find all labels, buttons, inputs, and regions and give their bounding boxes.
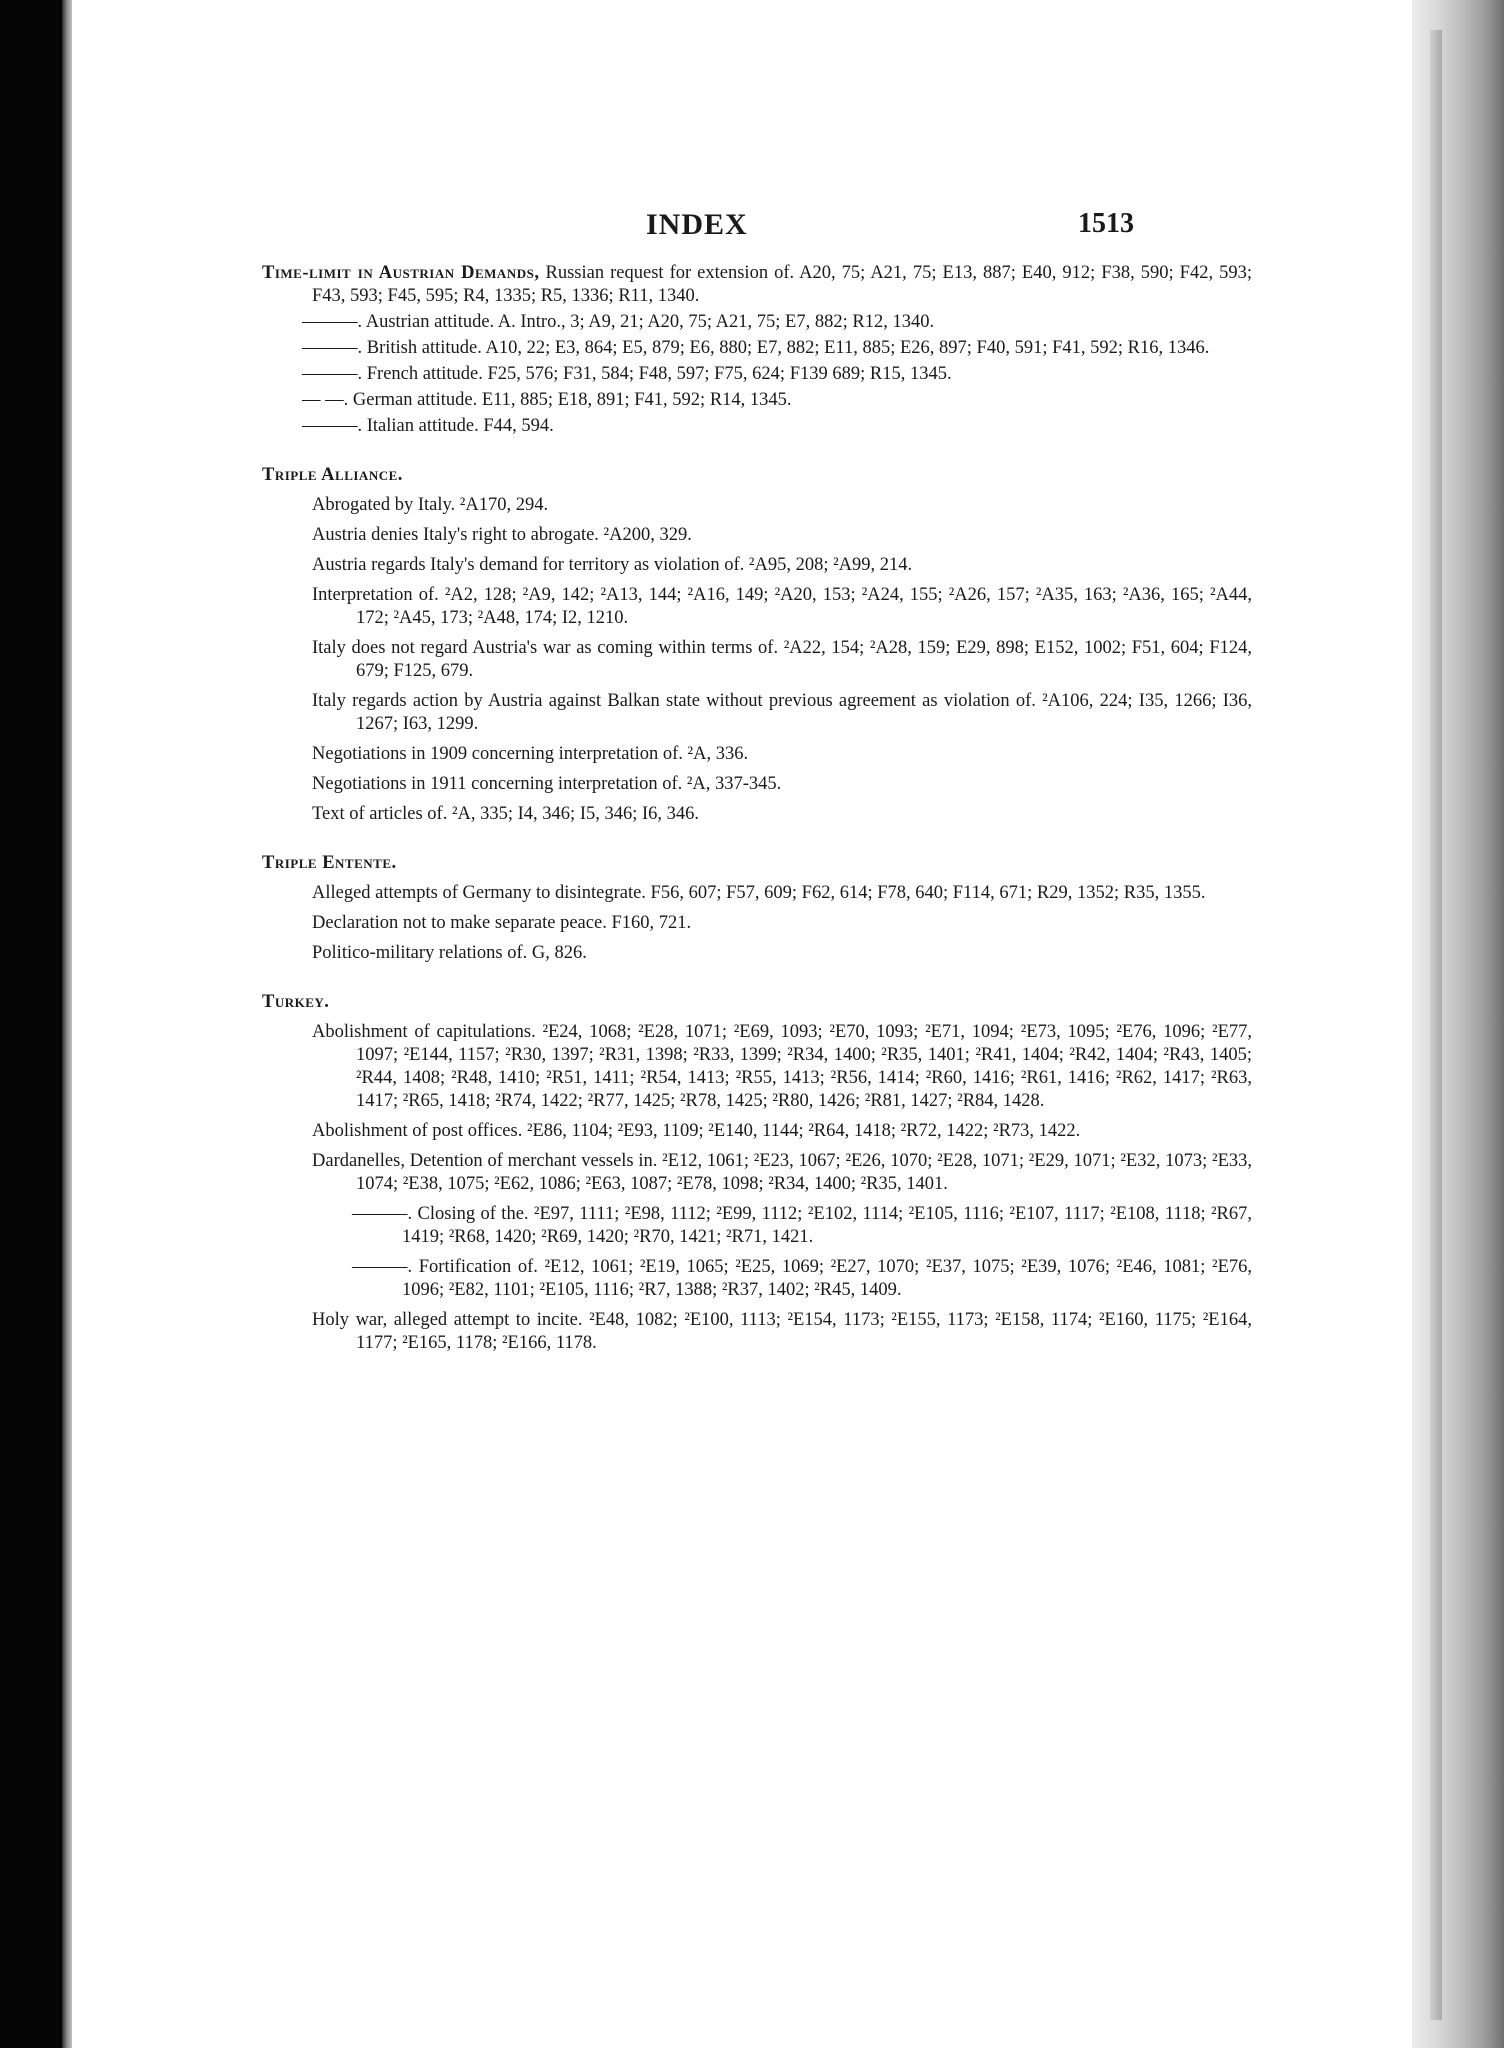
page-right-edge [1412,0,1504,2048]
sub-entry: Interpretation of. ²A2, 128; ²A9, 142; ²A13, 144; ²A16, 149; ²A20, 153; ²A24, 155; ²A26, 157; ²A35, 163; ²A36, 165; ²A44, 172; ²A45, 173; ²A48, 174; I2, 1210. [312,585,1252,628]
sub-entry: Abrogated by Italy. ²A170, 294. [312,495,549,515]
sub-entry: Italy does not regard Austria's war as coming within terms of. ²A22, 154; ²A28, 159; E29, 898; E152, 1002; F51, 604; F124, 679; F125, 679. [312,638,1252,681]
repeat-dash: ———. [302,338,363,358]
scan-left-margin [0,0,62,2048]
sub-entry: Holy war, alleged attempt to incite. ²E48, 1082; ²E100, 1113; ²E154, 1173; ²E155, 1173; ²E158, 1174; ²E160, 1175; ²E164, 1177; ²E165, 1178; ²E166, 1178. [312,1310,1252,1353]
repeat-dash: ———. [352,1204,413,1224]
sub-entry: Austria denies Italy's right to abrogate. ²A200, 329. [312,525,692,545]
repeat-dash: ———. [302,312,363,332]
sub-entry: Negotiations in 1909 concerning interpretation of. ²A, 336. [312,744,749,764]
sub-entry [302,363,1252,386]
sub-entry: Declaration not to make separate peace. F160, 721. [312,913,692,933]
sub-entry [302,389,1252,412]
sub-entry: Italy regards action by Austria against Balkan state without previous agreement as violation of. ²A106, 224; I35, 1266; I36, 1267; I63, 1299. [312,691,1252,734]
section-heading-turkey: Turkey. [262,992,330,1012]
sub-entry: Austria regards Italy's demand for territory as violation of. ²A95, 208; ²A99, 214. [312,555,913,575]
sub-entry-text: Closing of the. ²E97, 1111; ²E98, 1112; ²E99, 1112; ²E102, 1114; ²E105, 1116; ²E107, 1117; ²E108, 1118; ²R67, 1419; ²R68, 1420; ²R69, 1420; ²R70, 1421; ²R71, 1421. [402,1204,1252,1247]
sub-entry-text: Italian attitude. F44, 594. [362,416,554,436]
sub-entry-text: German attitude. E11, 885; E18, 891; F41, 592; R14, 1345. [348,390,792,410]
sub-entry: Abolishment of capitulations. ²E24, 1068; ²E28, 1071; ²E69, 1093; ²E70, 1093; ²E71, 1094; ²E73, 1095; ²E76, 1096; ²E77, 1097; ²E144, 1157; ²R30, 1397; ²R31, 1398; ²R33, 1399; ²R34, 1400; ²R35, 1401; ²R41, 1404; ²R42, 1404; ²R43, 1405; ²R44, 1408; ²R48, 1410; ²R51, 1411; ²R54, 1413; ²R55, 1413; ²R56, 1414; ²R60, 1416; ²R61, 1416; ²R62, 1417; ²R63, 1417; ²R65, 1418; ²R74, 1422; ²R77, 1425; ²R78, 1425; ²R80, 1426; ²R81, 1427; ²R84, 1428. [312,1022,1252,1111]
sub-entry-text: Fortification of. ²E12, 1061; ²E19, 1065; ²E25, 1069; ²E27, 1070; ²E37, 1075; ²E39, 1076; ²E46, 1081; ²E76, 1096; ²E82, 1101; ²E105, 1116; ²R7, 1388; ²R37, 1402; ²R45, 1409. [402,1257,1252,1300]
sub-entry: Dardanelles, Detention of merchant vessels in. ²E12, 1061; ²E23, 1067; ²E26, 1070; ²E28, 1071; ²E29, 1071; ²E32, 1073; ²E33, 1074; ²E38, 1075; ²E62, 1086; ²E63, 1087; ²E78, 1098; ²R34, 1400; ²R35, 1401. [312,1151,1252,1194]
sub-sub-entry [312,1256,1252,1302]
book-page [72,0,1412,2048]
section-heading-triple-entente: Triple Entente. [262,853,397,873]
page-title: INDEX [646,208,748,241]
repeat-dash: ———. [352,1257,413,1277]
sub-entry: Alleged attempts of Germany to disintegrate. F56, 607; F57, 609; F62, 614; F78, 640; F114, 671; R29, 1352; R35, 1355. [312,883,1206,903]
sub-entry [302,337,1252,360]
entry-text: Russian request for extension of. A20, 75; A21, 75; E13, 887; E40, 912; F38, 590; F42, 593; F43, 593; F45, 595; R4, 1335; R5, 1336; R11, 1340. [312,263,1252,306]
sub-sub-entry [312,1203,1252,1249]
sub-entry: Negotiations in 1911 concerning interpretation of. ²A, 337-345. [312,774,782,794]
sub-entry: Politico-military relations of. G, 826. [312,943,587,963]
sub-entry [302,311,1252,334]
sub-entry [302,415,1252,438]
sub-entry: Text of articles of. ²A, 335; I4, 346; I5, 346; I6, 346. [312,804,700,824]
sub-entry-text: French attitude. F25, 576; F31, 584; F48, 597; F75, 624; F139 689; R15, 1345. [362,364,952,384]
section-heading-triple-alliance: Triple Alliance. [262,465,403,485]
sub-entry: Abolishment of post offices. ²E86, 1104; ²E93, 1109; ²E140, 1144; ²R64, 1418; ²R72, 1422; ²R73, 1422. [312,1121,1081,1141]
entry-term: Time-limit in Austrian Demands, [262,263,540,283]
page-stack-edge [1430,30,1442,2020]
page-number: 1513 [1078,208,1134,239]
index-content [262,262,1252,1355]
repeat-dash: ———. [302,364,363,384]
repeat-dash: ———. [302,416,363,436]
index-entry-time-limit [262,262,1252,308]
repeat-dash: — —. [302,390,349,410]
sub-entry-text: British attitude. A10, 22; E3, 864; E5, 879; E6, 880; E7, 882; E11, 885; E26, 897; F40, 591; F41, 592; R16, 1346. [362,338,1210,358]
page-header [72,208,1412,248]
sub-entry-text: Austrian attitude. A. Intro., 3; A9, 21; A20, 75; A21, 75; E7, 882; R12, 1340. [362,312,935,332]
